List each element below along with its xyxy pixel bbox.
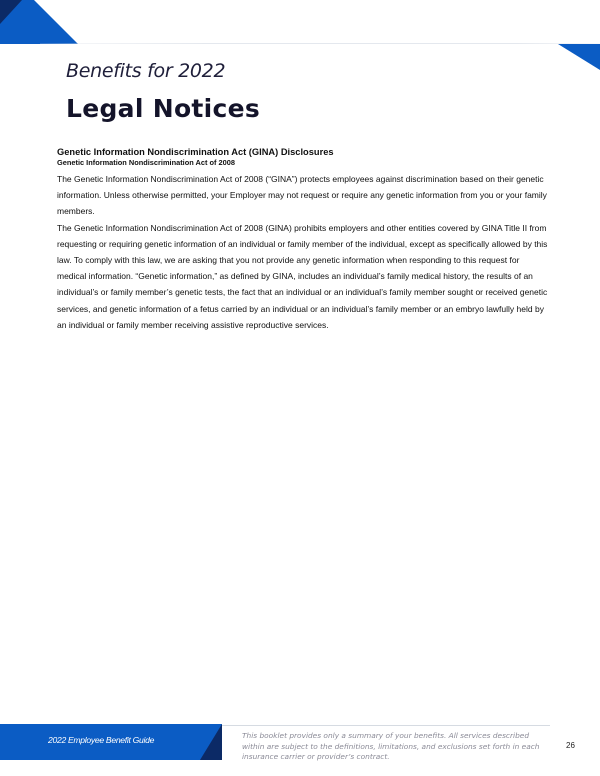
footer-disclaimer: This booklet provides only a summary of your benefits. All services described within are subject to the definitions, limitations, and exclusions set forth in each insurance carrier or provider’s contract. [242,731,540,762]
page-number: 26 [566,741,575,750]
legal-notice-section [57,146,551,333]
footer-guide-label: 2022 Employee Benefit Guide [48,735,155,745]
corner-accent-top-left [0,0,78,44]
section-heading: Genetic Information Nondiscrimination Act (GINA) Disclosures [57,147,334,157]
corner-accent-top-right [558,44,600,70]
header-subtitle: Benefits for 2022 [66,60,226,82]
header-divider [40,43,600,44]
paragraph: The Genetic Information Nondiscrimination Act of 2008 (GINA) prohibits employers and other entities covered by GINA Title II from requesting or requiring genetic information of an individual or family member of the individual, except as specifically allowed by this law. To comply with this law, we are asking that you not provide any genetic information when responding to this request for medical information. “Genetic information,” as defined by GINA, includes an individual’s family medical history, the results of an individual’s or family member’s genetic tests, the fact that an individual or an individual’s family member sought or received genetic services, and genetic information of a fetus carried by an individual or an individual’s family member or an embryo lawfully held by an individual or family member receiving assistive reproductive services. [57,222,548,330]
footer-divider [222,725,550,726]
section-subheading: Genetic Information Nondiscrimination Act of 2008 [57,158,235,167]
page-title: Legal Notices [66,94,261,123]
paragraph: The Genetic Information Nondiscrimination Act of 2008 (“GINA”) protects employees against discrimination based on their genetic information. Unless otherwise permitted, your Employer may not request or require any genetic information from you or your family members. [57,174,547,217]
